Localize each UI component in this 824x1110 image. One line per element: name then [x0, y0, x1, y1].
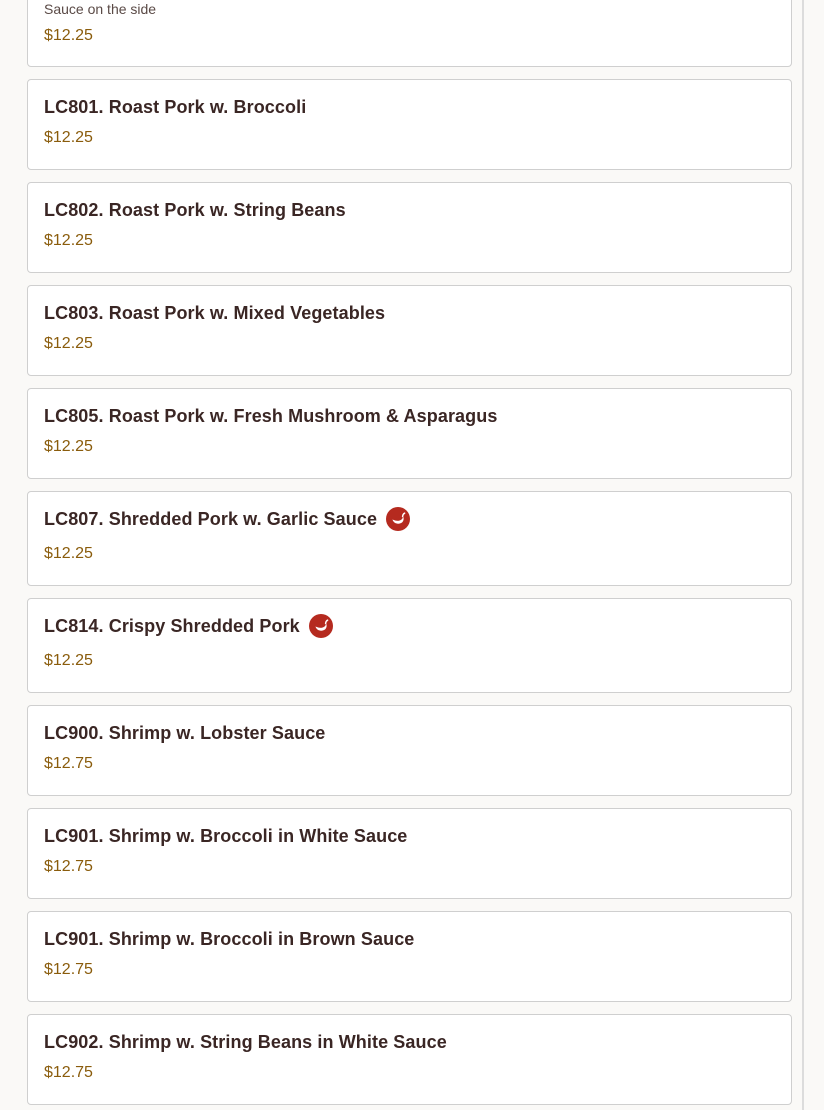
menu-item-price: $12.25 [44, 438, 93, 455]
menu-item-card[interactable] [27, 388, 792, 479]
menu-item-name: LC807. Shredded Pork w. Garlic Sauce [44, 508, 378, 529]
menu-item-name: LC805. Roast Pork w. Fresh Mushroom & Asparagus [44, 405, 498, 426]
menu-item-name: LC801. Roast Pork w. Broccoli [44, 96, 307, 117]
chili-pepper-icon [386, 507, 410, 531]
menu-item-name: LC802. Roast Pork w. String Beans [44, 199, 346, 220]
menu-item-card[interactable] [27, 0, 792, 67]
menu-item-price: $12.75 [44, 755, 93, 772]
menu-item-name: LC901. Shrimp w. Broccoli in White Sauce [44, 825, 408, 846]
menu-item-name: LC803. Roast Pork w. Mixed Vegetables [44, 302, 386, 323]
menu-item-price: $12.25 [44, 335, 93, 352]
menu-item-name: LC814. Crispy Shredded Pork [44, 615, 300, 636]
menu-item-name: LC900. Shrimp w. Lobster Sauce [44, 722, 326, 743]
menu-item-header [44, 506, 775, 532]
menu-item-header [44, 1029, 775, 1055]
menu-item-header [44, 197, 775, 223]
menu-item-card[interactable] [27, 285, 792, 376]
menu-item-name: LC901. Shrimp w. Broccoli in Brown Sauce [44, 928, 415, 949]
menu-item-header [44, 823, 775, 849]
menu-item-description: Sauce on the side [44, 1, 157, 17]
menu-item-card[interactable] [27, 182, 792, 273]
menu-item-header [44, 300, 775, 326]
menu-item-price: $12.25 [44, 232, 93, 249]
menu-item-header [44, 94, 775, 120]
scrollbar-track[interactable] [802, 0, 804, 1110]
menu-item-card[interactable] [27, 705, 792, 796]
menu-item-price: $12.75 [44, 961, 93, 978]
menu-item-card[interactable] [27, 79, 792, 170]
menu-item-card[interactable] [27, 491, 792, 586]
menu-item-header [44, 926, 775, 952]
menu-item-price: $12.75 [44, 1064, 93, 1081]
menu-item-name: LC902. Shrimp w. String Beans in White Sauce [44, 1031, 447, 1052]
chili-pepper-icon [309, 614, 333, 638]
menu-item-header [44, 720, 775, 746]
menu-item-card[interactable] [27, 1014, 792, 1105]
menu-item-card[interactable] [27, 911, 792, 1002]
menu-item-card[interactable] [27, 598, 792, 693]
menu-item-price: $12.25 [44, 129, 93, 146]
menu-item-price: $12.75 [44, 858, 93, 875]
menu-item-card[interactable] [27, 808, 792, 899]
menu-item-price: $12.25 [44, 545, 93, 562]
menu-item-header [44, 403, 775, 429]
menu-item-price: $12.25 [44, 652, 93, 669]
menu-item-header [44, 613, 775, 639]
menu-item-price: $12.25 [44, 27, 93, 44]
menu-item-list [27, 0, 792, 1110]
